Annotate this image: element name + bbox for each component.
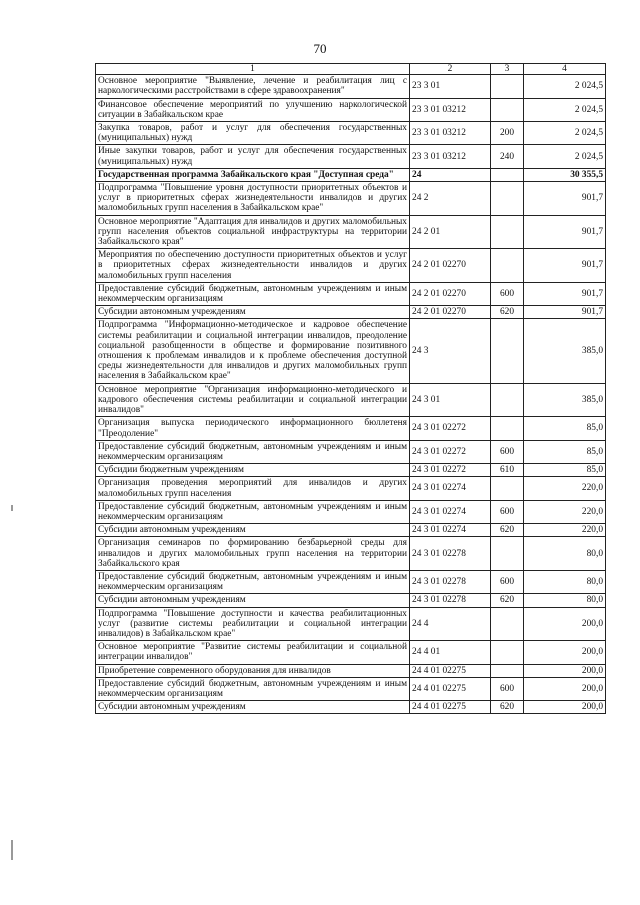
row-name: Подпрограмма "Информационно-методическое и кадровое обеспечение системы реабилитации и социальной интеграции инвалидов, преодоление социальной разобщенности в обществе и формирование позитивного отношения к проблемам инвалидов и к проблеме обеспечения доступной среды жизнедеятельности для инвалидов и других маломобильных групп населения в Забайкальском крае": [96, 319, 410, 383]
row-amount: 2 024,5: [524, 98, 606, 121]
row-code: 24 3 01 02274: [410, 524, 491, 537]
row-expense-type: 610: [491, 464, 524, 477]
row-expense-type: 600: [491, 282, 524, 305]
row-name: Закупка товаров, работ и услуг для обеспечения государственных (муниципальных) нужд: [96, 122, 410, 145]
row-expense-type: 200: [491, 122, 524, 145]
table-row: [96, 417, 606, 440]
margin-mark: [11, 505, 13, 511]
row-expense-type: [491, 182, 524, 216]
row-name: Предоставление субсидий бюджетным, автономным учреждениям и иным некоммерческим организациям: [96, 677, 410, 700]
row-name: Подпрограмма "Повышение уровня доступности приоритетных объектов и услуг в приоритетных сферах жизнедеятельности инвалидов и других маломобильных групп населения в Забайкальском крае": [96, 182, 410, 216]
row-amount: 901,7: [524, 282, 606, 305]
row-name: Организация выпуска периодического информационного бюллетеня "Преодоление": [96, 417, 410, 440]
table-row: [96, 168, 606, 181]
row-amount: 2 024,5: [524, 75, 606, 98]
row-name: Подпрограмма "Повышение доступности и качества реабилитационных услуг (развитие системы реабилитации и социальной интеграции инвалидов) в Забайкальском крае": [96, 607, 410, 641]
row-amount: 385,0: [524, 383, 606, 417]
table-row: [96, 477, 606, 500]
row-amount: 901,7: [524, 249, 606, 283]
row-name: Предоставление субсидий бюджетным, автономным учреждениям и иным некоммерческим организациям: [96, 282, 410, 305]
row-expense-type: [491, 75, 524, 98]
row-name: Основное мероприятие "Адаптация для инвалидов и других маломобильных групп населения объектов социальной инфраструктуры на территории Забайкальского края": [96, 215, 410, 249]
row-code: 24 3 01 02272: [410, 440, 491, 463]
row-name: Субсидии бюджетным учреждениям: [96, 464, 410, 477]
table-row: [96, 537, 606, 571]
column-header-expense-type: 3: [491, 64, 524, 75]
row-code: 24 4 01 02275: [410, 701, 491, 714]
table-row: [96, 319, 606, 383]
row-code: 23 3 01 03212: [410, 98, 491, 121]
margin-mark: [11, 840, 13, 860]
row-name: Финансовое обеспечение мероприятий по улучшению наркологической ситуации в Забайкальском крае: [96, 98, 410, 121]
row-name: Иные закупки товаров, работ и услуг для обеспечения государственных (муниципальных) нужд: [96, 145, 410, 168]
row-name: Предоставление субсидий бюджетным, автономным учреждениям и иным некоммерческим организациям: [96, 570, 410, 593]
row-expense-type: 600: [491, 677, 524, 700]
row-expense-type: [491, 417, 524, 440]
row-name: Основное мероприятие "Развитие системы реабилитации и социальной интеграции инвалидов": [96, 641, 410, 664]
column-header-amount: 4: [524, 64, 606, 75]
row-amount: 901,7: [524, 215, 606, 249]
row-amount: 80,0: [524, 537, 606, 571]
row-expense-type: 620: [491, 594, 524, 607]
row-code: 24 2: [410, 182, 491, 216]
row-name: Основное мероприятие "Организация информационно-методического и кадрового обеспечения системы реабилитации и социальной интеграции инвалидов": [96, 383, 410, 417]
row-amount: 220,0: [524, 524, 606, 537]
row-name: Организация проведения мероприятий для инвалидов и других маломобильных групп населения: [96, 477, 410, 500]
table-row: [96, 664, 606, 677]
row-code: 24 3 01 02272: [410, 417, 491, 440]
table-row: [96, 677, 606, 700]
row-code: 24 4 01: [410, 641, 491, 664]
row-name: Субсидии автономным учреждениям: [96, 524, 410, 537]
row-amount: 30 355,5: [524, 168, 606, 181]
table-row: [96, 701, 606, 714]
row-code: 24 4 01 02275: [410, 664, 491, 677]
table-row: [96, 641, 606, 664]
row-expense-type: 620: [491, 306, 524, 319]
table-row: [96, 570, 606, 593]
row-name: Субсидии автономным учреждениям: [96, 594, 410, 607]
table-row: [96, 464, 606, 477]
row-expense-type: 240: [491, 145, 524, 168]
row-name: Основное мероприятие "Выявление, лечение и реабилитация лиц с наркологическими расстройствами в сфере здравоохранения": [96, 75, 410, 98]
row-expense-type: [491, 249, 524, 283]
row-code: 24 3 01 02274: [410, 500, 491, 523]
row-code: 24 3 01: [410, 383, 491, 417]
row-amount: 901,7: [524, 182, 606, 216]
table-row: [96, 500, 606, 523]
row-code: 24 2 01 02270: [410, 249, 491, 283]
row-code: 24 4: [410, 607, 491, 641]
table-row: [96, 145, 606, 168]
row-name: Организация семинаров по формированию безбарьерной среды для инвалидов и других маломобильных групп населения на территории Забайкальского края: [96, 537, 410, 571]
row-amount: 80,0: [524, 570, 606, 593]
row-expense-type: 600: [491, 500, 524, 523]
row-expense-type: [491, 215, 524, 249]
table-row: [96, 306, 606, 319]
row-code: 23 3 01 03212: [410, 145, 491, 168]
row-amount: 200,0: [524, 607, 606, 641]
row-expense-type: 620: [491, 701, 524, 714]
row-expense-type: [491, 477, 524, 500]
table-row: [96, 182, 606, 216]
row-amount: 85,0: [524, 440, 606, 463]
row-name: Предоставление субсидий бюджетным, автономным учреждениям и иным некоммерческим организациям: [96, 500, 410, 523]
row-code: 24 3 01 02272: [410, 464, 491, 477]
table-row: [96, 249, 606, 283]
row-name: Предоставление субсидий бюджетным, автономным учреждениям и иным некоммерческим организациям: [96, 440, 410, 463]
table-header-row: [96, 64, 606, 75]
row-expense-type: [491, 607, 524, 641]
table-body: [96, 75, 606, 714]
row-amount: 200,0: [524, 701, 606, 714]
row-name: Мероприятия по обеспечению доступности приоритетных объектов и услуг в приоритетных сферах жизнедеятельности инвалидов и других маломобильных групп населения: [96, 249, 410, 283]
budget-table: [95, 63, 606, 714]
row-code: 24 2 01 02270: [410, 282, 491, 305]
row-amount: 200,0: [524, 641, 606, 664]
row-code: 23 3 01: [410, 75, 491, 98]
row-code: 24 3 01 02278: [410, 594, 491, 607]
row-expense-type: [491, 537, 524, 571]
table-row: [96, 524, 606, 537]
row-name: Приобретение современного оборудования для инвалидов: [96, 664, 410, 677]
table-row: [96, 75, 606, 98]
row-amount: 901,7: [524, 306, 606, 319]
row-expense-type: [491, 168, 524, 181]
row-name: Субсидии автономным учреждениям: [96, 701, 410, 714]
row-code: 24 3: [410, 319, 491, 383]
row-amount: 200,0: [524, 664, 606, 677]
column-header-name: 1: [96, 64, 410, 75]
row-code: 23 3 01 03212: [410, 122, 491, 145]
row-code: 24 2 01: [410, 215, 491, 249]
row-code: 24: [410, 168, 491, 181]
row-expense-type: [491, 319, 524, 383]
row-name: Субсидии автономным учреждениям: [96, 306, 410, 319]
table-row: [96, 383, 606, 417]
row-amount: 220,0: [524, 500, 606, 523]
row-amount: 200,0: [524, 677, 606, 700]
row-name: Государственная программа Забайкальского края "Доступная среда": [96, 168, 410, 181]
row-code: 24 4 01 02275: [410, 677, 491, 700]
row-expense-type: [491, 383, 524, 417]
row-code: 24 3 01 02278: [410, 537, 491, 571]
row-amount: 2 024,5: [524, 145, 606, 168]
row-expense-type: 600: [491, 570, 524, 593]
row-code: 24 3 01 02278: [410, 570, 491, 593]
row-amount: 85,0: [524, 417, 606, 440]
row-amount: 385,0: [524, 319, 606, 383]
table-row: [96, 594, 606, 607]
row-expense-type: [491, 664, 524, 677]
page-number: 70: [313, 41, 327, 56]
table-row: [96, 607, 606, 641]
table-row: [96, 215, 606, 249]
row-amount: 80,0: [524, 594, 606, 607]
row-expense-type: 600: [491, 440, 524, 463]
table-row: [96, 122, 606, 145]
table-row: [96, 440, 606, 463]
table-row: [96, 282, 606, 305]
row-expense-type: [491, 641, 524, 664]
row-expense-type: 620: [491, 524, 524, 537]
row-amount: 85,0: [524, 464, 606, 477]
table-row: [96, 98, 606, 121]
row-amount: 220,0: [524, 477, 606, 500]
row-amount: 2 024,5: [524, 122, 606, 145]
row-code: 24 3 01 02274: [410, 477, 491, 500]
row-code: 24 2 01 02270: [410, 306, 491, 319]
row-expense-type: [491, 98, 524, 121]
column-header-code: 2: [410, 64, 491, 75]
